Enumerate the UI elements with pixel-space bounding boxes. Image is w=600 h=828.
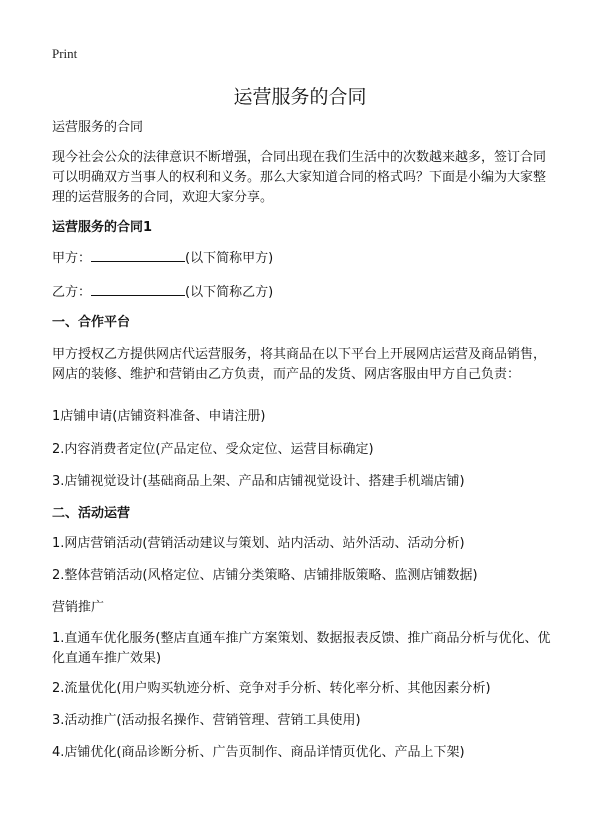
marketing-item: 3.活动推广(活动报名操作、营销管理、营销工具使用) (52, 713, 361, 728)
contract-heading: 运营服务的合同1 (52, 220, 153, 235)
marketing-item: 4.店铺优化(商品诊断分析、广告页制作、商品详情页优化、产品上下架) (52, 745, 465, 760)
section1-item: 2.内容消费者定位(产品定位、受众定位、运营目标确定) (52, 442, 374, 457)
subtitle: 运营服务的合同 (52, 120, 144, 135)
party-b-line (52, 283, 273, 303)
section1-item: 3.店铺视觉设计(基础商品上架、产品和店铺视觉设计、搭建手机端店铺) (52, 474, 465, 489)
marketing-heading: 营销推广 (52, 600, 105, 615)
section2-heading: 二、活动运营 (52, 506, 131, 521)
section1-heading: 一、合作平台 (52, 315, 131, 330)
party-a-blank (91, 249, 185, 262)
party-b-label: 乙方： (52, 285, 92, 300)
party-a-label: 甲方： (52, 251, 92, 266)
marketing-item: 2.流量优化(用户购买轨迹分析、竞争对手分析、转化率分析、其他因素分析) (52, 681, 491, 696)
document-title: 运营服务的合同 (233, 86, 367, 108)
party-b-suffix: (以下简称乙方) (185, 285, 274, 300)
party-b-blank (91, 283, 185, 296)
print-label: Print (52, 46, 78, 61)
section1-item: 1店铺申请(店铺资料准备、申请注册) (52, 409, 266, 424)
section2-item: 2.整体营销活动(风格定位、店铺分类策略、店铺排版策略、监测店铺数据) (52, 568, 478, 583)
section2-item: 1.网店营销活动(营销活动建议与策划、站内活动、站外活动、活动分析) (52, 536, 465, 551)
party-a-line (52, 249, 273, 269)
section1-text: 甲方授权乙方提供网店代运营服务，将其商品在以下平台上开展网店运营及商品销售，网店的装修、维护和营销由乙方负责，而产品的发货、网店客服由甲方自己负责： (52, 347, 547, 382)
party-a-suffix: (以下简称甲方) (185, 251, 274, 266)
marketing-item: 1.直通车优化服务(整店直通车推广方案策划、数据报表反馈、推广商品分析与优化、优化直通车推广效果) (52, 631, 551, 666)
intro-paragraph: 现今社会公众的法律意识不断增强，合同出现在我们生活中的次数越来越多，签订合同可以明确双方当事人的权利和义务。那么大家知道合同的格式吗？下面是小编为大家整理的运营服务的合同，欢迎大家分享。 (52, 150, 547, 205)
